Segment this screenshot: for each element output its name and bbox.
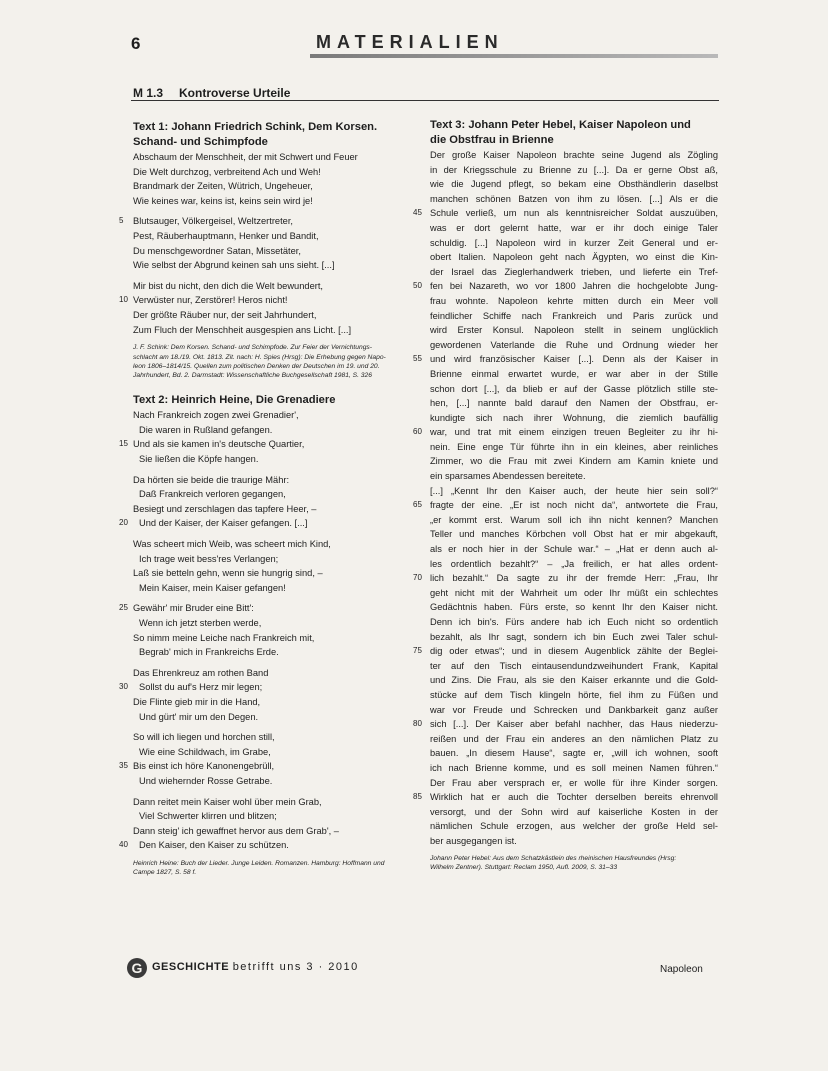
text3-line [430, 440, 718, 455]
brand-name: GESCHICHTE [152, 961, 230, 973]
text3-line-text: hen, [...] nannte bald darauf den Namen der Obstfrau, er- [430, 398, 718, 409]
verse-text: Sollst du auf's Herz mir legen; [139, 682, 263, 693]
text3-line-text: der Israel das Zieglerhandwerk trieben, und lieferte ein Tref- [430, 266, 718, 277]
section-title: MATERIALIEN [316, 32, 504, 52]
verse-line: Mir bist du nicht, den dich die Welt bewundert, [133, 280, 323, 291]
verse-text: Und als sie kamen in's deutsche Quartier, [133, 439, 305, 450]
line-number: 35 [119, 761, 128, 771]
line-number: 5 [119, 216, 124, 226]
text3-line [430, 703, 718, 718]
text3-line [430, 527, 718, 542]
text3-line-text: bauen. „In diesem Hause“, sagte er, „will ich wohnen, sooft [430, 748, 718, 759]
text2-stanza [119, 601, 405, 659]
spacer [133, 381, 405, 393]
text3-line-text: [...] „Kennt Ihr den Kaiser auch, der heute hier sein soll?“ [430, 485, 718, 496]
text3-line [430, 834, 718, 849]
text3-line-text: nein. Eine enge Tür führte ihn in ein kleines, aber reinliches [430, 441, 718, 452]
text2-stanza [119, 473, 405, 531]
text3-line-text: Schule verließ, um nun als kenntnisreicher Soldat auszuüben, [430, 208, 718, 219]
text3-line [413, 571, 718, 586]
line-number: 45 [413, 208, 422, 218]
text3-title [430, 118, 718, 147]
text3-line-text: fen bei Nazareth, wo vor 1800 Jahren die hochgelobte Jung- [430, 281, 718, 292]
text3-line [430, 396, 718, 411]
line-number: 20 [119, 518, 128, 528]
verse-line: So nimm meine Leiche nach Frankreich mit, [133, 632, 315, 643]
text3-line [430, 557, 718, 572]
verse-line [119, 293, 405, 308]
text3-line [430, 761, 718, 776]
text3-line [413, 425, 718, 440]
text3-line [430, 688, 718, 703]
text3-line-text: Brienne einmal erwartet wurde, er war aber in der Stille [430, 368, 718, 379]
right-column [413, 118, 718, 872]
verse-line: Der größte Räuber nur, der seit Jahrhundert, [133, 309, 317, 320]
verse-line: Sie ließen die Köpfe hangen. [139, 454, 259, 465]
text2-stanza [119, 795, 405, 853]
verse-line: Das Ehrenkreuz am rothen Band [133, 667, 269, 678]
verse-line: Was scheert mich Weib, was scheert mich Kind, [133, 539, 331, 549]
verse-line: Und gürt' mir um den Degen. [139, 711, 259, 722]
source-line: leon 1806–1814/15. Quellen zum politischen Denken der Deutschen im 19. und 20. [133, 362, 380, 370]
verse-line: Brandmark der Zeiten, Wütrich, Ungeheuer, [133, 181, 313, 192]
verse-line: Zum Fluch der Menschheit ausgespien ans Licht. [...] [133, 324, 352, 335]
text3-line [430, 265, 718, 280]
line-number: 25 [119, 603, 128, 613]
text3-line-text: schuldig. [...] Napoleon wird in kurzer Zeit General und er- [430, 237, 718, 248]
verse-line: Dann steig' ich gewaffnet hervor aus dem Grab', – [133, 825, 339, 836]
line-number: 10 [119, 295, 128, 305]
text3-title-line: die Obstfrau in Brienne [430, 133, 554, 146]
text3-line-text: schon dort [...], da blieb er auf der Gasse plötzlich stille ste- [430, 383, 718, 394]
text3-line-text: Denn ich bin's. Fürs andere hab ich Euch nicht so ordentlich [430, 617, 718, 627]
text3-line-text: und Zins. Die Frau, als sie den Kaiser erkannte und die Gold- [430, 675, 718, 686]
verse-line: Die Flinte gieb mir in die Hand, [133, 696, 261, 707]
verse-line [119, 214, 405, 229]
text3-line-text: versorgt, und der Sohn wird auf kaiserliche Kosten in der [430, 806, 718, 817]
text3-line-text: obert Italien. Napoleon geht nach Ägypten, wo einst die Kin- [430, 252, 718, 263]
verse-line: Die waren in Rußland gefangen. [139, 424, 273, 435]
text3-line [430, 411, 718, 426]
text3-line [430, 382, 718, 397]
text3-line-text: wie die Jugend pflegt, so bekam eine Obsthändlerin daselbst [430, 179, 718, 190]
line-number: 80 [413, 719, 422, 729]
source-line: J. F. Schink: Dem Korsen. Schand- und Schimpfode. Zur Feier der Vernichtungs- [133, 344, 373, 352]
source-line: Campe 1827, S. 58 f. [133, 869, 197, 877]
text3-line [430, 148, 718, 163]
text3-line [430, 659, 718, 674]
text3-line [430, 192, 718, 207]
text3-line-text: lich bezahlt.“ Da sagte zu ihr der fremde Herr: „Frau, Ihr [430, 573, 718, 584]
verse-text: Und der Kaiser, der Kaiser gefangen. [...] [139, 518, 308, 529]
text3-line-text: war vor Freude und Schrecken und Dankbarkeit ganz außer [430, 704, 718, 715]
source-line: Wilhelm Zentner). Stuttgart: Reclam 1950, Aufl. 2009, S. 31–33 [430, 863, 618, 871]
left-column [119, 120, 405, 878]
text3-line-text: gewordenen Vaterlande die Ruhe und Ordnung wieder her [430, 339, 718, 350]
verse-text: Verwüster nur, Zerstörer! Heros nicht! [133, 295, 288, 306]
text3-line [430, 294, 718, 309]
verse-line: Die Welt durchzog, verbreitend Ach und Weh! [133, 166, 321, 177]
text2-title: Text 2: Heinrich Heine, Die Grenadiere [133, 393, 336, 406]
text3-line-text: frau wohnte. Napoleon kehrte mitten durch ein Meer voll [430, 295, 718, 306]
text3-line [430, 469, 718, 484]
verse-line: Besiegt und zerschlagen das tapfere Heer, – [133, 503, 317, 514]
source-line: schlacht am 18./19. Okt. 1813. Zit. nach: H. Spies (Hrsg): Die Erhebung gegen Napo- [133, 353, 386, 361]
text2-stanza [119, 408, 405, 466]
text3-line-text: kundigte sich nach ihrer Wohnung, die ziemlich baufällig [430, 412, 718, 423]
verse-line: Daß Frankreich verloren gegangen, [139, 489, 286, 500]
verse-line: Wenn ich jetzt sterben werde, [139, 617, 262, 628]
text3-line-text: nämlichen Schule erzogen, aus welcher der große Held sel- [430, 821, 718, 832]
text3-line [430, 776, 718, 791]
text3-line [430, 600, 718, 615]
text3-line-text: war, und trat mit einem einzigen treuen Begleiter zu ihr hi- [430, 427, 718, 438]
text3-line-text: stücke auf dem Tisch klingeln hörte, fiel ihm zu Füßen und [430, 689, 718, 700]
text3-line-text: ber ausgegangen ist. [430, 835, 517, 846]
text1-title-line: Schand- und Schimpfode [133, 135, 268, 148]
text3-line-text: bezahlt, als Ihr sagt, sondern ich bin Euch zwei Taler schul- [430, 631, 718, 642]
verse-line: So will ich liegen und horchen still, [133, 732, 275, 743]
text3-line-text: und wird französischer Kaiser [...]. Denn als der Kaiser in [430, 354, 718, 365]
magazine-brand [152, 961, 359, 973]
text3-line-text: ter auf den Tisch eintausendundzweihundert Frank, Kapital [430, 660, 718, 671]
verse-text: Den Kaiser, den Kaiser zu schützen. [139, 840, 289, 851]
text1-title-line: Text 1: Johann Friedrich Schink, Dem Korsen. [133, 121, 378, 133]
text3-line-text: feindlicher Schiffe nach Frankreich und Paris zurück und [430, 310, 718, 321]
text3-line-text: in der Kriegsschule zu Brienne zu [...]. Da er gerne Obst aß, [430, 164, 718, 175]
verse-line: Wie keines war, keins ist, keins sein wird je! [133, 195, 313, 206]
text3-line [430, 746, 718, 761]
text3-line-text: ich nach Brienne komme, und es soll meinen Namen führen.“ [430, 762, 718, 773]
verse-line: Nach Frankreich zogen zwei Grenadier', [133, 410, 299, 421]
text3-line-text: Wirklich hat er auch die Tochter derselben bereits ehrenvoll [430, 792, 718, 803]
text3-line-text: geht nicht mit der Wahrheit um oder Ihr müßt ein schlechtes [430, 587, 718, 598]
text3-line [430, 221, 718, 236]
text3-line-text: „er kommt erst. Warum soll ich ihn nicht kennen? Manchen [430, 514, 718, 525]
text3-line-text: dig oder etwas“; und in diesem Augenblick zählte der Beglei- [430, 646, 718, 657]
material-code: M 1.3 [133, 86, 164, 100]
text3-line-text: Gedächtnis haben. Fürs erste, so kennt Ihr den Kaiser nicht. [430, 602, 718, 613]
line-number: 30 [119, 682, 128, 692]
magazine-logo-icon: G [127, 958, 147, 978]
text3-line [430, 805, 718, 820]
verse-line: Pest, Räuberhauptmann, Henker und Bandit, [133, 230, 319, 241]
text3-line [430, 484, 718, 499]
text3-line [430, 819, 718, 834]
line-number: 75 [413, 646, 422, 656]
text3-line [430, 338, 718, 353]
text1-title [133, 120, 405, 149]
text3-line [430, 732, 718, 747]
text3-line [430, 673, 718, 688]
line-number: 85 [413, 792, 422, 802]
text3-line [430, 236, 718, 251]
text2-stanza [119, 666, 405, 724]
text2-source [133, 859, 405, 878]
verse-line: Ich trage weit bess'res Verlangen; [139, 553, 279, 564]
text3-line [430, 163, 718, 178]
verse-line [119, 601, 405, 616]
brand-issue: betrifft uns 3 · 2010 [232, 961, 359, 973]
text3-line-text: was er dort gelernt hatte, war er ihr doch einige Taler [430, 222, 718, 233]
line-number: 40 [119, 840, 128, 850]
text3-line-text: Der große Kaiser Napoleon brachte seine Jugend als Zögling [430, 150, 718, 160]
verse-line: Wie selbst der Abgrund keinen sah uns sieht. [...] [133, 260, 335, 271]
material-title: Kontroverse Urteile [179, 86, 291, 100]
text3-line-text: manchen schönen Batzen von ihm zu lösen. [...] Als er die [430, 193, 718, 204]
verse-line: Begrab' mich in Frankreichs Erde. [139, 647, 279, 658]
verse-line [119, 516, 405, 531]
source-line: Heinrich Heine: Buch der Lieder. Junge Leiden. Romanzen. Hamburg: Hoffmann und [133, 859, 385, 867]
verse-line [119, 838, 405, 853]
text3-line-text: Teller und manches Körbchen voll Obst hat er mir abgekauft, [430, 529, 718, 540]
text3-line-text: sich [...]. Der Kaiser aber befahl nachher, das Haus niederzu- [430, 719, 718, 730]
text3-line-text: fragte der eine. „Er ist noch nicht da“, antwortete die Frau, [430, 500, 718, 511]
text3-line [430, 615, 718, 630]
text3-line [413, 206, 718, 221]
verse-line [119, 437, 405, 452]
text3-line-text: als er noch hier in der Schule war.“ – „Hat er denn auch al- [430, 544, 718, 555]
verse-line: Da hörten sie beide die traurige Mähr: [133, 474, 290, 485]
line-number: 55 [413, 354, 422, 364]
text3-line [430, 323, 718, 338]
verse-line: Abschaum der Menschheit, der mit Schwert und Feuer [133, 152, 358, 162]
verse-line [119, 680, 405, 695]
text3-line-text: reißen und der Frau ein anderes an den nämlichen Platz zu [430, 733, 718, 744]
text3-line [430, 454, 718, 469]
text3-line [413, 498, 718, 513]
text1-stanza [119, 279, 405, 337]
footer-topic: Napoleon [660, 964, 703, 975]
text3-line [430, 513, 718, 528]
line-number: 15 [119, 439, 128, 449]
text2-stanza [119, 730, 405, 788]
verse-text: Blutsauger, Völkergeisel, Weltzertreter, [133, 216, 294, 227]
line-number: 50 [413, 281, 422, 291]
text3-line-text: Der Frau aber versprach er, er wolle für ihre Kinder sorgen. [430, 777, 718, 788]
line-number: 60 [413, 427, 422, 437]
source-line: Jahrhundert, Bd. 2. Darmstadt: Wissenschaftliche Buchgesellschaft 1981, S. 326 [133, 372, 372, 380]
line-number: 65 [413, 500, 422, 510]
verse-line: Dann reitet mein Kaiser wohl über mein Grab, [133, 796, 322, 807]
verse-line: Und wiehernder Rosse Getrabe. [139, 775, 273, 786]
verse-text: Bis einst ich höre Kanonengebrüll, [133, 761, 275, 772]
text3-line [413, 790, 718, 805]
verse-line: Mein Kaiser, mein Kaiser gefangen! [139, 582, 286, 593]
text3-line [413, 352, 718, 367]
heading-rule [131, 100, 719, 101]
text3-line-text: les ordentlich bezahlt?“ – „Ja freilich, er hat alles ordent- [430, 558, 718, 569]
page-number: 6 [131, 34, 141, 53]
header-bar [310, 54, 718, 58]
verse-line [119, 759, 405, 774]
text3-line [430, 177, 718, 192]
verse-text: Gewähr' mir Bruder eine Bitt': [133, 603, 254, 614]
verse-line: Wie eine Schildwach, im Grabe, [139, 746, 271, 757]
text1-source [133, 343, 405, 381]
text3-line [430, 630, 718, 645]
text3-body [413, 148, 718, 849]
text3-line [430, 586, 718, 601]
verse-line: Laß sie betteln gehn, wenn sie hungrig sind, – [133, 568, 323, 579]
text3-title-line: Text 3: Johann Peter Hebel, Kaiser Napoleon und [430, 119, 691, 131]
text2-stanza [133, 537, 405, 595]
text3-line [413, 644, 718, 659]
verse-line: Viel Schwerter klirren und blitzen; [139, 811, 277, 822]
text3-line [430, 542, 718, 557]
source-line: Johann Peter Hebel: Aus dem Schatzkästlein des rheinischen Hausfreundes (Hrsg: [430, 854, 677, 862]
text3-line [430, 367, 718, 382]
text3-source [430, 854, 718, 873]
material-heading [133, 86, 290, 100]
line-number: 70 [413, 573, 422, 583]
text1-stanza [119, 214, 405, 272]
text3-line-text: ein sparsames Abendessen bereitete. [430, 471, 586, 482]
text3-line-text: Zimmer, wo die Frau mit zwei Kindern am Kamin kniete und [430, 456, 718, 467]
text1-stanza [133, 150, 405, 208]
text3-line [413, 279, 718, 294]
text3-line [413, 717, 718, 732]
verse-line: Du menschgewordner Satan, Missetäter, [133, 245, 301, 256]
text3-line [430, 309, 718, 324]
text3-line [430, 250, 718, 265]
text3-line-text: wird Erster Konsul. Napoleon stellt in seinem unglücklich [430, 325, 718, 336]
